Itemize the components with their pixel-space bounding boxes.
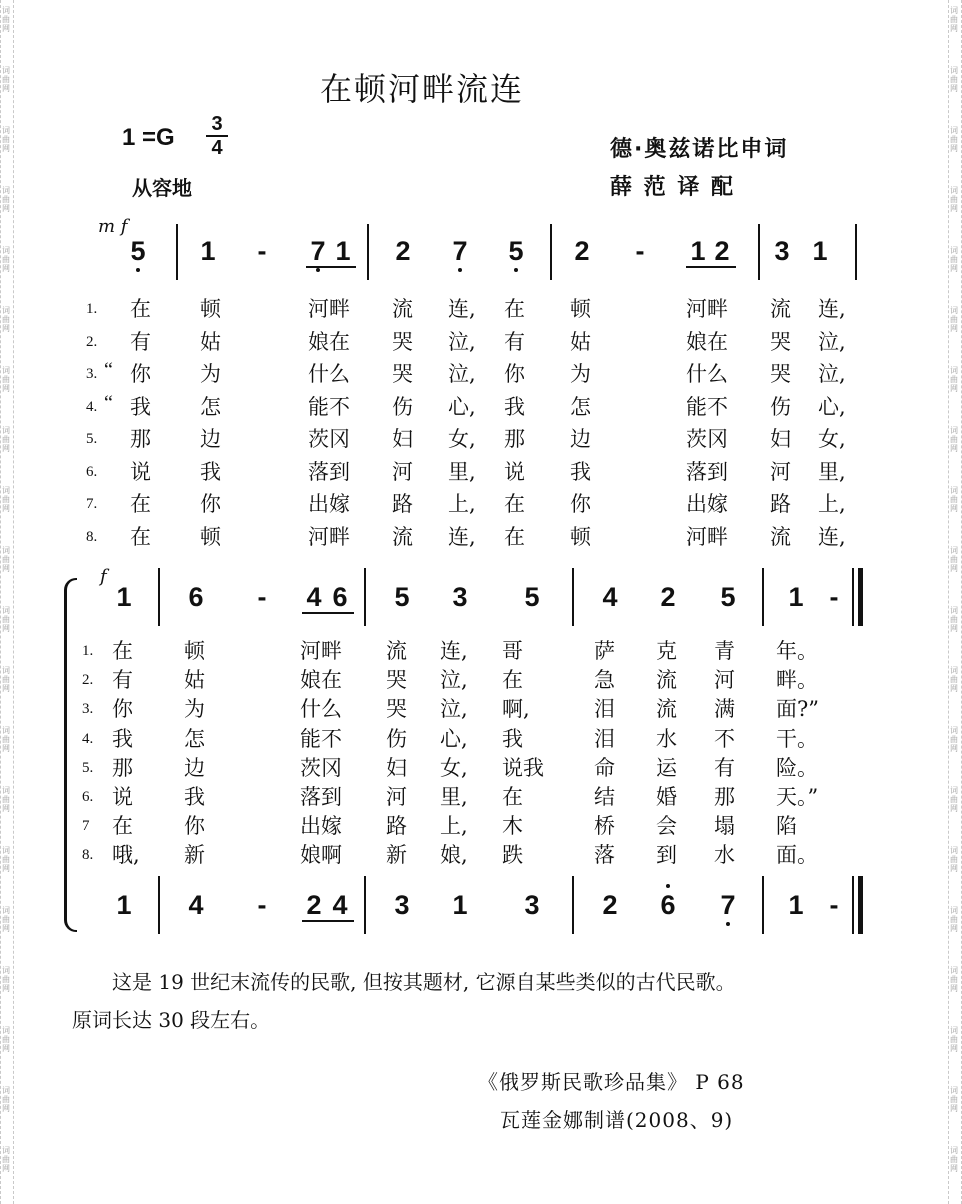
song-title: 在顿河畔流连 [320, 70, 525, 108]
staff1-lyric: 流 [392, 297, 413, 321]
staff2-lower-note-12: 1 [788, 890, 804, 920]
staff1-lyric: 路 [770, 492, 791, 516]
staff1-lyric: 连, [818, 297, 846, 321]
staff2-lyric: 命 [594, 755, 615, 780]
staff2-lyric: 陷 [776, 814, 797, 839]
staff2-lower-note-1: 1 [116, 890, 132, 920]
staff2-lower-note-7: 1 [452, 890, 468, 920]
staff1-note-2: 1 [200, 236, 216, 266]
staff1-lyric: 落到 [686, 459, 728, 484]
staff1-lyric: 为 [200, 362, 221, 386]
staff2-lower-final-thick [858, 876, 863, 934]
watermark-mark: 词 曲 网 [2, 846, 10, 873]
staff1-note-7: 7 [448, 236, 472, 266]
staff2-lyric: 结 [594, 785, 615, 809]
watermark-mark: 词 曲 网 [2, 246, 10, 273]
staff2-lyric: 出嫁 [300, 814, 342, 839]
staff2-lower-note-6: 3 [394, 890, 410, 920]
watermark-mark: 词 曲 网 [2, 666, 10, 693]
staff1-lyric: 里, [818, 459, 846, 484]
staff1-lyric: 在 [504, 524, 525, 549]
staff1-lyric: 那 [504, 427, 525, 451]
watermark-mark: 词 曲 网 [950, 366, 958, 393]
staff2-barline-2 [364, 568, 366, 626]
staff1-lyric: 连, [448, 524, 476, 549]
staff2-lyric: 里, [440, 785, 468, 809]
staff1-lyric: 那 [130, 427, 151, 451]
staff2-final-thin [852, 568, 854, 626]
staff2-note-4: 4 [306, 582, 322, 612]
staff2-lower-note-8: 3 [524, 890, 540, 920]
staff1-lyric: 在 [504, 297, 525, 321]
watermark-mark: 词 曲 网 [950, 606, 958, 633]
staff1-verse-number: 6. [86, 463, 98, 480]
staff2-lyric: 险。 [776, 755, 818, 780]
staff2-lyric: 我 [184, 785, 205, 809]
watermark-mark: 词 曲 网 [2, 186, 10, 213]
staff2-lyric: 你 [112, 697, 133, 722]
staff1-lyric: 说 [130, 459, 151, 484]
staff1-lyric: 怎 [200, 394, 221, 419]
staff2-lyric: 能不 [300, 726, 342, 751]
staff1-verse-number: 7. [86, 496, 98, 512]
staff1-note-9: 2 [574, 236, 590, 266]
staff2-lyric: 在 [112, 639, 133, 663]
staff2-lower-barline-3 [572, 876, 574, 934]
staff2-verse-number: 1. [82, 643, 94, 659]
staff1-lyric: 里, [448, 459, 476, 484]
staff2-note-7: 3 [452, 582, 468, 612]
staff2-lyric: 伤 [386, 726, 407, 751]
staff1-lyric: 我 [200, 459, 221, 484]
staff2-verse-number: 7 [82, 818, 90, 835]
staff1-note-3: - [257, 236, 267, 266]
staff1-lyric: 泣, [448, 329, 476, 354]
staff1-verse-number: 1. [86, 301, 98, 317]
staff1-note-10: - [635, 236, 645, 266]
staff2-lyric: 天。” [776, 785, 819, 809]
staff2-lyric: 我 [112, 726, 133, 751]
staff2-lyric: 泪 [594, 697, 615, 722]
staff2-lower-note-11: 7 [716, 890, 740, 920]
watermark-mark: 词 曲 网 [950, 906, 958, 933]
staff1-lyric: 什么 [686, 362, 728, 386]
staff2-verse-number: 5. [82, 759, 94, 776]
staff2-lyric: 婚 [656, 785, 677, 809]
time-signature-bottom: 4 [211, 137, 223, 159]
staff1-lyric: 在 [130, 492, 151, 516]
staff2-lyric: 边 [184, 755, 205, 780]
staff2-lower-dot-above [666, 884, 670, 888]
staff2-verse-number: 8. [82, 847, 94, 864]
staff2-lyric: 那 [112, 755, 133, 780]
watermark-mark: 词 曲 网 [950, 6, 958, 33]
staff2-lower-note-2: 4 [188, 890, 204, 920]
staff1-lyric: 上, [818, 492, 846, 516]
staff2-lyric: 河 [714, 668, 735, 693]
staff2-note-8: 5 [524, 582, 540, 612]
time-signature-top: 3 [211, 113, 223, 135]
staff2-lyric: 面?” [776, 697, 819, 722]
staff1-lyric: 边 [200, 427, 221, 451]
staff2-lyric: 哭 [386, 697, 407, 722]
staff2-lyric: 青 [714, 639, 735, 663]
watermark-mark: 词 曲 网 [950, 486, 958, 513]
staff1-lyric: 你 [504, 362, 525, 386]
staff2-note-3: - [257, 582, 267, 612]
watermark-mark: 词 曲 网 [2, 306, 10, 333]
staff1-lyric: 出嫁 [686, 492, 728, 516]
watermark-mark: 词 曲 网 [950, 786, 958, 813]
staff1-lyric: 泣, [818, 362, 846, 386]
staff1-lyric: 泣, [448, 362, 476, 386]
staff1-lyric: 说 [504, 459, 525, 484]
staff1-lyric: 顿 [570, 297, 591, 321]
staff1-note-13: 3 [774, 236, 790, 266]
staff2-lyric: 流 [386, 639, 407, 663]
staff1-lyric: 妇 [392, 427, 413, 451]
staff2-lyric: 娘, [440, 843, 468, 868]
staff1-lyric: 姑 [570, 329, 591, 354]
staff2-beam [302, 612, 354, 614]
left-watermark-strip [0, 0, 14, 1204]
staff1-lyric: 流 [770, 524, 791, 549]
watermark-mark: 词 曲 网 [950, 666, 958, 693]
staff2-lower-note-9: 2 [602, 890, 618, 920]
staff2-lyric: 路 [386, 814, 407, 839]
staff1-lyric: 落到 [308, 459, 350, 484]
staff2-lower-note-3: - [257, 890, 267, 920]
staff2-note-11: 5 [720, 582, 736, 612]
staff2-lyric: 顿 [184, 639, 205, 663]
staff1-lyric: 茨冈 [686, 427, 728, 451]
tempo-marking: 从容地 [132, 176, 192, 200]
staff2-barline-1 [158, 568, 160, 626]
watermark-mark: 词 曲 网 [950, 186, 958, 213]
staff2-lyric: 什么 [300, 697, 342, 722]
watermark-mark: 词 曲 网 [2, 126, 10, 153]
dynamic-mf: m f [98, 216, 128, 237]
watermark-mark: 词 曲 网 [950, 426, 958, 453]
staff1-note-11: 1 [690, 236, 706, 266]
staff1-verse-number: 4. [86, 398, 98, 415]
staff1-note-4: 7 [306, 236, 330, 266]
watermark-mark: 词 曲 网 [2, 546, 10, 573]
watermark-mark: 词 曲 网 [2, 1146, 10, 1173]
staff1-note-8: 5 [504, 236, 528, 266]
staff2-lower-beam [302, 920, 354, 922]
staff2-lyric: 跌 [502, 843, 523, 868]
watermark-mark: 词 曲 网 [950, 1026, 958, 1053]
staff1-lyric: 为 [570, 362, 591, 386]
staff2-lyric: 流 [656, 668, 677, 693]
staff1-barline-1 [176, 224, 178, 280]
staff2-lyric: 怎 [184, 726, 205, 751]
watermark-mark: 词 曲 网 [950, 66, 958, 93]
staff1-lyric: 在 [504, 492, 525, 516]
staff2-verse-number: 6. [82, 789, 94, 805]
staff1-lyric: 你 [200, 492, 221, 516]
staff2-lyric: 萨 [594, 639, 615, 663]
staff1-lyric: 在 [130, 297, 151, 321]
staff2-lyric: 水 [656, 726, 677, 751]
staff2-lyric: 新 [184, 843, 205, 868]
staff1-beam-2 [686, 266, 736, 268]
watermark-mark: 词 曲 网 [950, 246, 958, 273]
staff1-lyric: 连, [448, 297, 476, 321]
staff2-lyric: 满 [714, 697, 735, 722]
staff2-note-13: - [829, 582, 839, 612]
staff2-lyric: 在 [502, 668, 523, 693]
staff2-lower-final-thin [852, 876, 854, 934]
staff2-lyric: 会 [656, 814, 677, 839]
staff2-lyric: 塌 [714, 814, 735, 839]
staff2-final-thick [858, 568, 863, 626]
staff1-lyric: 顿 [200, 297, 221, 321]
watermark-mark: 词 曲 网 [2, 66, 10, 93]
source-citation: 《俄罗斯民歌珍品集》 P 68 [478, 1070, 745, 1094]
staff2-lyric: 说我 [502, 755, 544, 780]
staff1-lyric: 心, [448, 394, 476, 419]
staff2-lyric: 落到 [300, 785, 342, 809]
staff2-note-2: 6 [188, 582, 204, 612]
staff2-lyric: 在 [112, 814, 133, 839]
staff1-lyric: 我 [504, 394, 525, 419]
staff2-lyric: 河 [386, 785, 407, 809]
lyricist-credit: 德·奥兹诺比申词 [610, 137, 789, 162]
staff2-lyric: 啊, [502, 697, 530, 722]
watermark-mark: 词 曲 网 [2, 366, 10, 393]
staff2-lyric: 干。 [776, 726, 818, 751]
staff1-lyric: 流 [392, 524, 413, 549]
staff2-note-12: 1 [788, 582, 804, 612]
staff2-lyric: 年。 [776, 639, 818, 663]
staff2-lyric: 哭 [386, 668, 407, 693]
staff1-note-12: 2 [714, 236, 730, 266]
staff2-lyric: 说 [112, 785, 133, 809]
staff1-verse-number: 8. [86, 528, 98, 545]
staff1-barline-4 [758, 224, 760, 280]
staff2-lyric: 哦, [112, 843, 140, 868]
staff1-note-5: 1 [335, 236, 351, 266]
staff1-lyric: 哭 [392, 329, 413, 354]
staff2-lower-note-13: - [829, 890, 839, 920]
staff2-lyric: 木 [502, 814, 523, 839]
staff2-verse-number: 4. [82, 730, 94, 747]
staff2-lyric: 在 [502, 785, 523, 809]
watermark-mark: 词 曲 网 [950, 126, 958, 153]
staff2-barline-4 [762, 568, 764, 626]
staff2-lyric: 泣, [440, 668, 468, 693]
staff1-barline-5 [855, 224, 857, 280]
staff1-lyric: 顿 [200, 524, 221, 549]
staff1-lyric: 什么 [308, 362, 350, 386]
staff2-lyric: 水 [714, 843, 735, 868]
staff1-lyric: 河畔 [308, 524, 350, 549]
staff1-lyric: 流 [770, 297, 791, 321]
staff1-lyric: 心, [818, 394, 846, 419]
staff1-lyric: 河 [392, 459, 413, 484]
staff2-barline-3 [572, 568, 574, 626]
staff2-lyric: 有 [714, 755, 735, 780]
staff1-lyric: 河 [770, 459, 791, 484]
watermark-mark: 词 曲 网 [2, 486, 10, 513]
watermark-mark: 词 曲 网 [2, 726, 10, 753]
transcriber-credit: 瓦莲金娜制谱(2008、9) [500, 1108, 734, 1132]
staff1-note-14: 1 [812, 236, 828, 266]
staff2-note-10: 2 [660, 582, 676, 612]
staff1-lyric: 路 [392, 492, 413, 516]
staff1-lyric: 你 [130, 362, 151, 386]
staff1-lyric: 有 [130, 329, 151, 354]
staff1-barline-2 [367, 224, 369, 280]
watermark-mark: 词 曲 网 [2, 786, 10, 813]
staff2-lower-note-10: 6 [660, 890, 676, 920]
staff2-lyric: 到 [656, 843, 677, 868]
staff2-lower-barline-2 [364, 876, 366, 934]
staff1-beam-1 [306, 266, 356, 268]
staff2-lower-note-5: 4 [332, 890, 348, 920]
staff2-lyric: 我 [502, 726, 523, 751]
staff1-lyric: 茨冈 [308, 427, 350, 451]
staff1-lyric: 河畔 [686, 524, 728, 549]
watermark-mark: 词 曲 网 [2, 1086, 10, 1113]
watermark-mark: 词 曲 网 [950, 546, 958, 573]
staff2-lyric: 泪 [594, 726, 615, 751]
key-signature: 1 =G [122, 124, 175, 151]
staff2-lyric: 上, [440, 814, 468, 839]
staff1-lyric: 哭 [392, 362, 413, 386]
staff1-lyric: 伤 [392, 394, 413, 419]
staff2-lower-barline-1 [158, 876, 160, 934]
staff1-lyric: 姑 [200, 329, 221, 354]
staff1-lyric: 河畔 [308, 297, 350, 321]
watermark-mark: 词 曲 网 [2, 606, 10, 633]
staff2-lyric: 你 [184, 814, 205, 839]
staff2-lyric: 女, [440, 755, 468, 780]
watermark-mark: 词 曲 网 [950, 306, 958, 333]
staff1-note-6: 2 [395, 236, 411, 266]
staff2-note-6: 5 [394, 582, 410, 612]
staff1-lyric: 怎 [570, 394, 591, 419]
watermark-mark: 词 曲 网 [950, 1086, 958, 1113]
watermark-mark: 词 曲 网 [2, 906, 10, 933]
staff2-lyric: 心, [440, 726, 468, 751]
staff1-verse-number: 3. [86, 366, 98, 382]
staff1-lyric: 哭 [770, 362, 791, 386]
staff1-barline-3 [550, 224, 552, 280]
staff1-lyric: 在 [130, 524, 151, 549]
staff2-lyric: 面。 [776, 843, 818, 868]
right-watermark-strip [948, 0, 962, 1204]
staff2-lyric: 运 [656, 755, 677, 780]
staff1-note-1: 5 [126, 236, 150, 266]
staff1-lyric: 女, [448, 427, 476, 451]
staff2-lyric: 姑 [184, 668, 205, 693]
staff1-verse-number: 5. [86, 431, 98, 447]
watermark-mark: 词 曲 网 [950, 726, 958, 753]
staff2-lyric: 那 [714, 785, 735, 809]
staff1-lyric: 我 [570, 459, 591, 484]
staff2-lyric: 娘啊 [300, 843, 342, 868]
staff1-lyric: 顿 [570, 524, 591, 549]
staff2-note-5: 6 [332, 582, 348, 612]
staff2-lyric: 畔。 [776, 668, 818, 693]
staff1-open-quote: “ [104, 391, 113, 414]
staff1-lyric: 妇 [770, 427, 791, 451]
watermark-mark: 词 曲 网 [950, 966, 958, 993]
staff2-lyric: 克 [656, 639, 677, 663]
note-line-2: 原词长达 30 段左右。 [72, 1008, 271, 1032]
staff1-lyric: 泣, [818, 329, 846, 354]
staff2-note-1: 1 [116, 582, 132, 612]
staff2-lyric: 桥 [594, 814, 615, 839]
staff2-verse-number: 3. [82, 701, 94, 718]
staff2-lyric: 妇 [386, 755, 407, 780]
staff1-lyric: 上, [448, 492, 476, 516]
watermark-mark: 词 曲 网 [2, 1026, 10, 1053]
staff1-lyric: 有 [504, 329, 525, 354]
staff2-lyric: 落 [594, 843, 615, 868]
staff1-lyric: 女, [818, 427, 846, 451]
dynamic-f: f [100, 566, 107, 587]
system-brace [64, 578, 77, 932]
staff2-lyric: 连, [440, 639, 468, 663]
staff2-lyric: 不 [714, 726, 735, 751]
staff2-lyric: 哥 [502, 639, 523, 663]
staff2-lyric: 有 [112, 668, 133, 693]
staff1-lyric: 哭 [770, 329, 791, 354]
staff2-lyric: 为 [184, 697, 205, 722]
staff2-verse-number: 2. [82, 672, 94, 689]
watermark-mark: 词 曲 网 [950, 846, 958, 873]
staff1-lyric: 你 [570, 492, 591, 516]
staff2-lyric: 茨冈 [300, 755, 342, 780]
staff1-lyric: 边 [570, 427, 591, 451]
staff2-lyric: 娘在 [300, 668, 342, 693]
staff2-lower-note-4: 2 [306, 890, 322, 920]
staff1-verse-number: 2. [86, 333, 98, 350]
staff1-lyric: 能不 [686, 394, 728, 419]
staff2-lyric: 新 [386, 843, 407, 868]
staff1-lyric: 连, [818, 524, 846, 549]
translator-credit: 薛 范 译 配 [610, 175, 735, 200]
watermark-mark: 词 曲 网 [950, 1146, 958, 1173]
staff2-lyric: 急 [594, 668, 615, 693]
staff2-lyric: 河畔 [300, 639, 342, 663]
staff2-lower-barline-4 [762, 876, 764, 934]
staff1-lyric: 我 [130, 394, 151, 419]
staff1-lyric: 娘在 [308, 329, 350, 354]
staff2-lyric: 泣, [440, 697, 468, 722]
staff1-lyric: 娘在 [686, 329, 728, 354]
staff1-lyric: 河畔 [686, 297, 728, 321]
staff1-lyric: 出嫁 [308, 492, 350, 516]
staff1-open-quote: “ [104, 359, 113, 381]
staff2-note-9: 4 [602, 582, 618, 612]
staff1-lyric: 伤 [770, 394, 791, 419]
staff1-lyric: 能不 [308, 394, 350, 419]
watermark-mark: 词 曲 网 [2, 426, 10, 453]
time-signature [206, 114, 228, 158]
watermark-mark: 词 曲 网 [2, 6, 10, 33]
watermark-mark: 词 曲 网 [2, 966, 10, 993]
staff2-lyric: 流 [656, 697, 677, 722]
note-line-1: 这是 19 世纪末流传的民歌, 但按其题材, 它源自某些类似的古代民歌。 [112, 970, 736, 994]
